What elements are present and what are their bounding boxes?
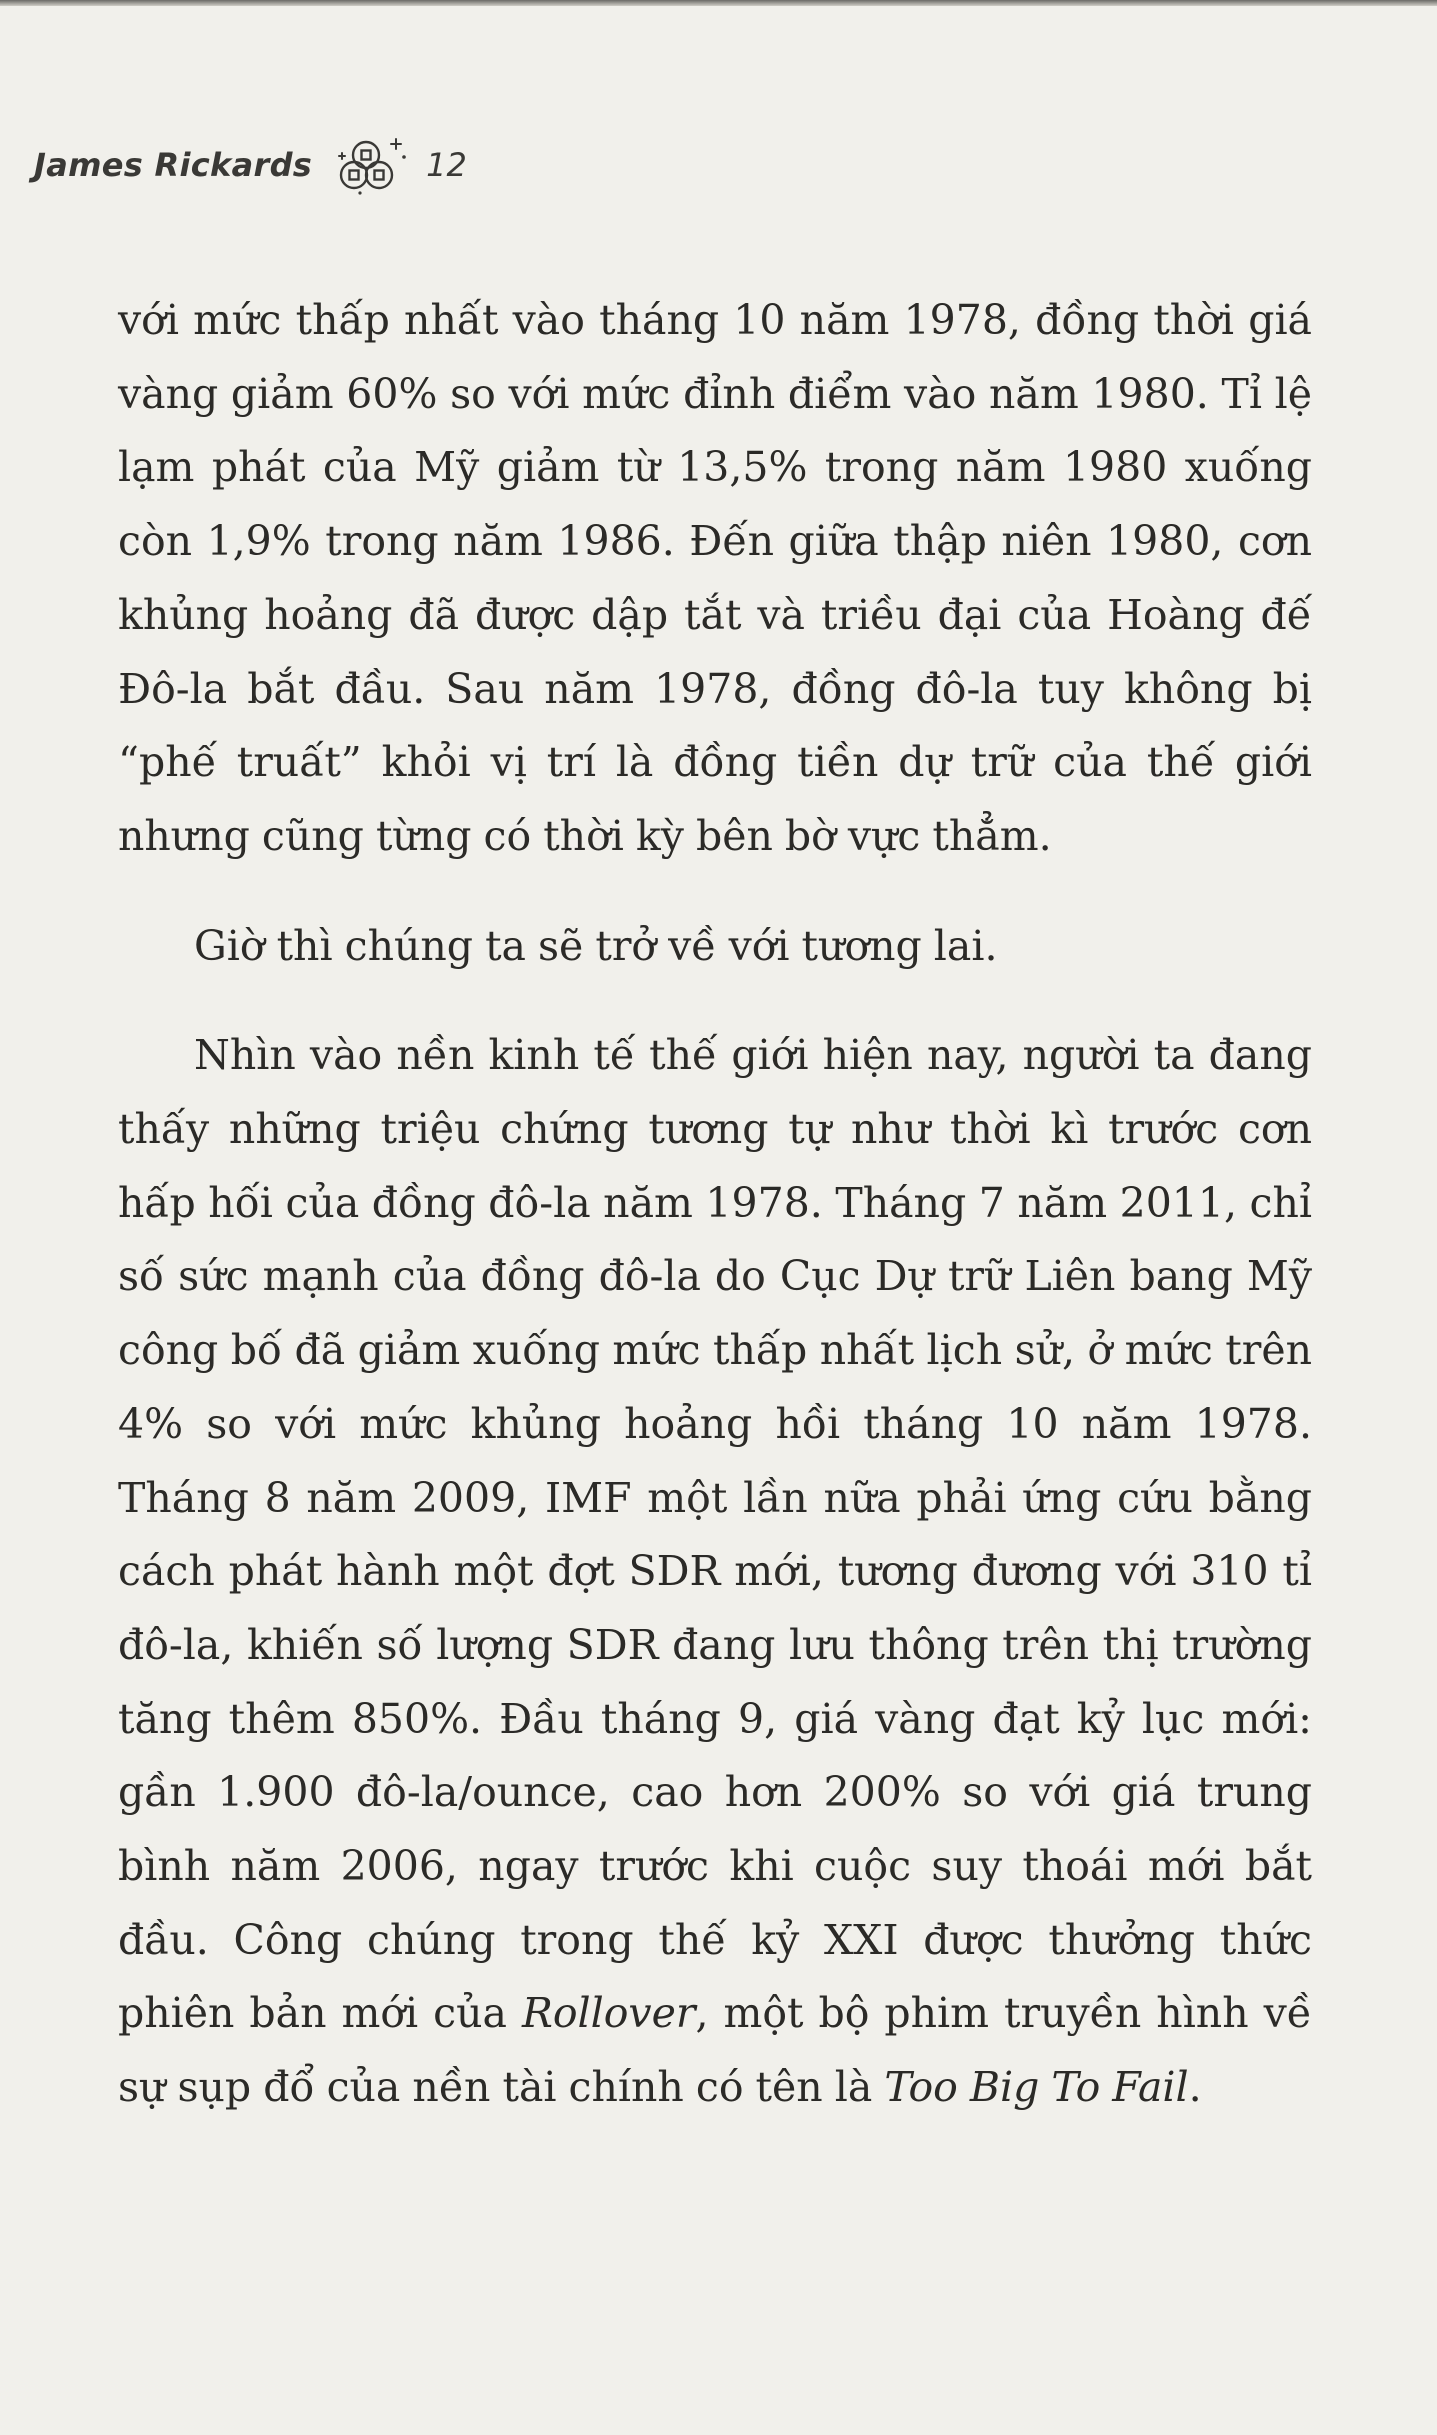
paragraph-3 bbox=[118, 1019, 1312, 2125]
page-number: 12 bbox=[426, 146, 467, 184]
running-header bbox=[34, 140, 467, 190]
title-rollover: Rollover bbox=[521, 1989, 696, 2038]
paragraph-3-text: Nhìn vào nền kinh tế thế giới hiện nay, người ta đang thấy những triệu chứng tương tự như thời kì trước cơn hấp hối của đồng đô-la năm 1978. Tháng 7 năm 2011, chỉ số sức mạnh của đồng đô-la do Cục Dự trữ Liên bang Mỹ công bố đã giảm xuống mức thấp nhất lịch sử, ở mức trên 4% so với mức khủng hoảng hồi tháng 10 năm 1978. Tháng 8 năm 2009, IMF một lần nữa phải ứng cứu bằng cách phát hành một đợt SDR mới, tương đương với 310 tỉ đô-la, khiến số lượng SDR đang lưu thông trên thị trường tăng thêm 850%. Đầu tháng 9, giá vàng đạt kỷ lục mới: gần 1.900 đô-la/ounce, cao hơn 200% so với giá trung bình năm 2006, ngay trước khi cuộc suy thoái mới bắt đầu. Công chúng trong thế kỷ XXI được thưởng thức phiên bản mới của bbox=[118, 1031, 1312, 2038]
paragraph-3-end: . bbox=[1188, 2063, 1202, 2112]
page-top-edge bbox=[0, 0, 1437, 6]
title-too-big-to-fail: Too Big To Fail bbox=[884, 2063, 1189, 2112]
paragraph-1: với mức thấp nhất vào tháng 10 năm 1978, đồng thời giá vàng giảm 60% so với mức đỉnh điểm vào năm 1980. Tỉ lệ lạm phát của Mỹ giảm từ 13,5% trong năm 1980 xuống còn 1,9% trong năm 1986. Đến giữa thập niên 1980, cơn khủng hoảng đã được dập tắt và triều đại của Hoàng đế Đô-la bắt đầu. Sau năm 1978, đồng đô-la tuy không bị “phế truất” khỏi vị trí là đồng tiền dự trữ của thế giới nhưng cũng từng có thời kỳ bên bờ vực thẳm. bbox=[118, 296, 1312, 860]
coins-ornament-icon bbox=[334, 133, 412, 197]
paragraph-3-mid: , một bộ phim truyền hình về sự sụp đổ của nền tài chính có tên là bbox=[118, 1989, 1312, 2112]
paragraph-2: Giờ thì chúng ta sẽ trở về với tương lai. bbox=[194, 921, 998, 970]
body-text bbox=[118, 284, 1312, 2125]
author-name: James Rickards bbox=[34, 146, 313, 184]
